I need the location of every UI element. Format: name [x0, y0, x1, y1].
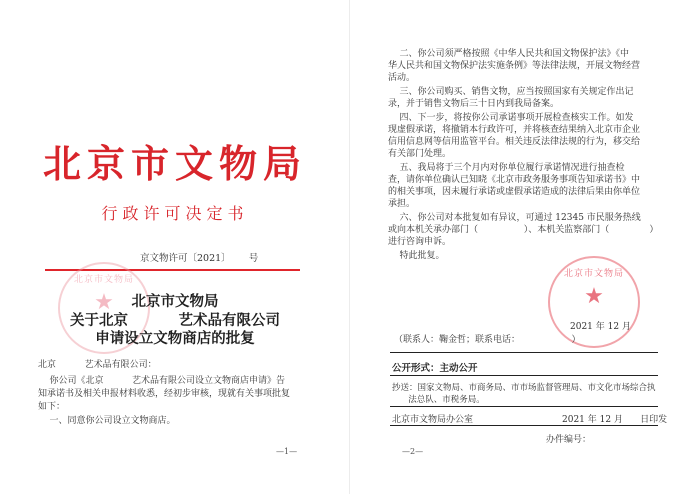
body-line: 华人民共和国文物保护法实施条例》等法律法规，开展文物经营 — [388, 61, 641, 71]
body-line: 或向本机关承办部门（ ）、本机关监察部门（ ） — [388, 225, 659, 235]
body-line: 的相关事项，因未履行承诺或虚假承诺造成的法律后果由你单位 — [388, 187, 641, 197]
body-line: 一、同意你公司设立文物商店。 — [38, 416, 176, 426]
body-line: 如下： — [38, 402, 66, 412]
page-number-right: —2— — [402, 447, 424, 456]
body-line: 现虚假承诺，将撤销本行政许可，并将核查结果纳入北京市企业 — [388, 125, 641, 135]
body-line: 五、我局将于三个月内对你单位履行承诺情况进行抽查检 — [388, 163, 625, 173]
divider — [390, 425, 658, 426]
body-line: 二、你公司须严格按照《中华人民共和国文物保护法》《中 — [388, 49, 629, 59]
doc-type-title: 行政许可决定书 — [101, 204, 249, 223]
issuing-office: 北京市文物局办公室 — [392, 415, 474, 425]
body-line: 三、你公司购买、销售文物，应当按照国家有关规定作出记 — [388, 87, 634, 97]
divider — [390, 375, 658, 376]
seal-ring-text: 北京市文物局 — [73, 275, 134, 285]
body-line: 有关部门处理。 — [388, 149, 452, 159]
right-page — [350, 0, 700, 494]
doc-number: 京文物许可〔2021〕 号 — [140, 253, 259, 264]
body-line: 承担。 — [388, 199, 416, 209]
cc-line: 法总队、市税务局。 — [392, 395, 485, 405]
cc-line: 抄送：国家文物局、市商务局、市市场监督管理局、市文化市场综合执 — [392, 383, 656, 393]
body-line: 查，请你单位确认已知晓《北京市政务服务事项告知承诺书》中 — [388, 175, 641, 185]
body-line: 进行咨询申诉。 — [388, 237, 452, 247]
disclosure-mode: 公开形式：主动公开 — [392, 363, 478, 374]
divider — [390, 352, 658, 353]
signing-date: 2021 年 12 月 — [570, 322, 631, 332]
addressee: 北京 艺术品有限公司： — [38, 360, 157, 370]
contact-info: （联系人：鞠金哲；联系电话： ） — [394, 335, 581, 345]
document-title-line1: 北京市文物局 — [131, 293, 219, 310]
seal-star-icon: ★ — [94, 290, 114, 315]
body-line: 特此批复。 — [388, 251, 445, 261]
body-line: 信用信息网等信用监管平台。相关违反法律法规的行为，移交给 — [388, 137, 641, 147]
body-line: 四、下一步，将按你公司承诺事项开展检查核实工作。如发 — [388, 113, 634, 123]
page-number-left: —1— — [276, 447, 298, 456]
body-line: 你公司《北京 艺术品有限公司设立文物商店申请》告 — [38, 376, 286, 386]
org-title: 北京市文物局 — [42, 141, 307, 186]
body-line: 知承诺书及相关申报材料收悉，经初步审核，现就有关事项批复 — [38, 389, 291, 399]
handler-number: 办件编号： — [546, 435, 592, 445]
divider — [390, 406, 658, 407]
body-line: 六、你公司对本批复如有异议，可通过 12345 市民服务热线 — [388, 213, 641, 223]
body-line: 录，并于销售文物后三十日内到我局备案。 — [388, 99, 560, 109]
issue-date: 2021 年 12 月 日印发 — [562, 415, 668, 425]
seal-star-icon: ★ — [584, 284, 604, 309]
body-line: 活动。 — [388, 73, 416, 83]
document-title-line3: 申请设立文物商店的批复 — [95, 330, 255, 347]
document-title-line2: 关于北京 艺术品有限公司 — [70, 312, 280, 329]
seal-ring-text: 北京市文物局 — [563, 269, 624, 279]
